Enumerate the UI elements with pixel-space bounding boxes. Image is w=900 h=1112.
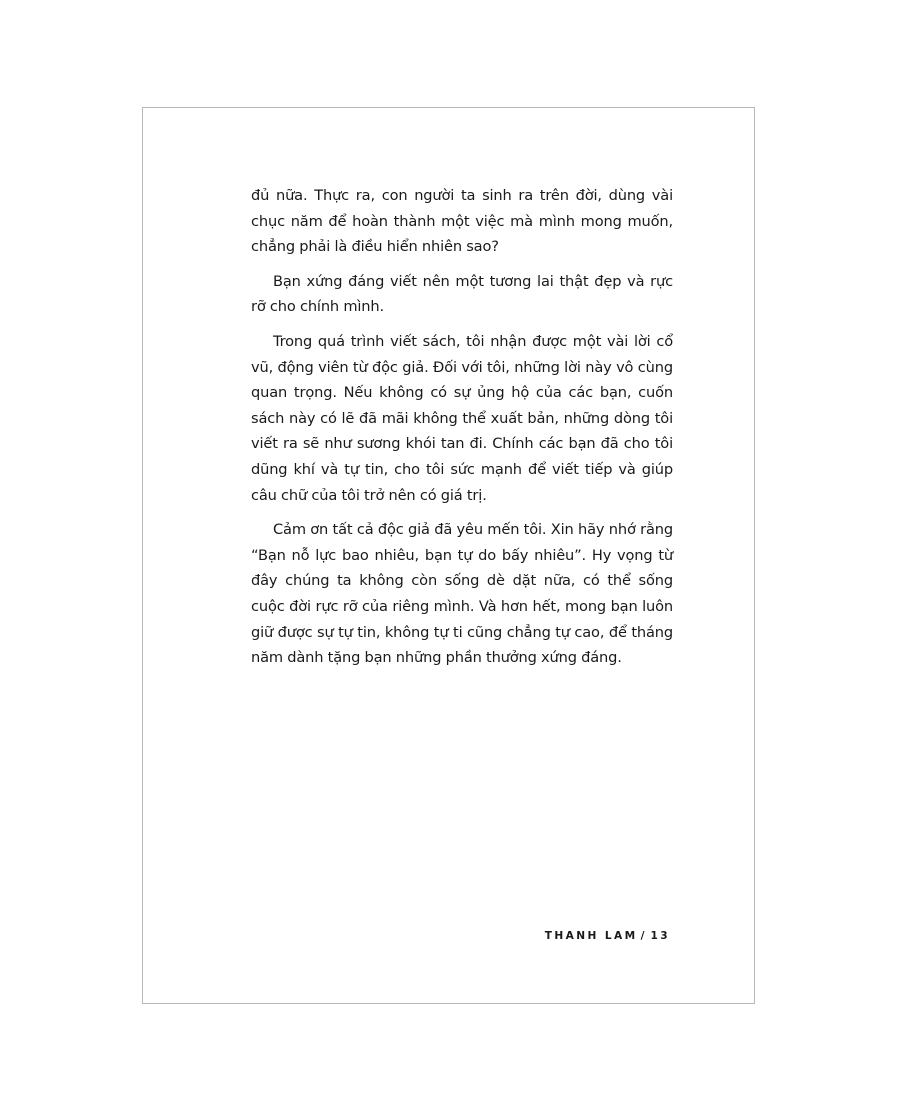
running-author: THANH LAM bbox=[544, 930, 638, 942]
page-body bbox=[251, 183, 673, 680]
paragraph: Bạn xứng đáng viết nên một tương lai thật đẹp và rực rỡ cho chính mình. bbox=[251, 272, 673, 316]
page-number: 13 bbox=[650, 930, 670, 942]
paragraph: Cảm ơn tất cả độc giả đã yêu mến tôi. Xin hãy nhớ rằng “Bạn nỗ lực bao nhiêu, bạn tự do bấy nhiêu”. Hy vọng từ đây chúng ta không còn sống dè dặt nữa, có thể sống cuộc đời rực rỡ của riêng mình. Và hơn hết, mong bạn luôn giữ được sự tự tin, không tự ti cũng chẳng tự cao, để tháng năm dành tặng bạn những phần thưởng xứng đáng. bbox=[251, 521, 673, 667]
footer-separator: / bbox=[640, 930, 645, 942]
paragraph-continuation: đủ nữa. Thực ra, con người ta sinh ra trên đời, dùng vài chục năm để hoàn thành một việc mà mình mong muốn, chẳng phải là điều hiển nhiên sao? bbox=[251, 187, 673, 256]
paragraph: Trong quá trình viết sách, tôi nhận được một vài lời cổ vũ, động viên từ độc giả. Đối với tôi, những lời này vô cùng quan trọng. Nếu không có sự ủng hộ của các bạn, cuốn sách này có lẽ đã mãi không thể xuất bản, những dòng tôi viết ra sẽ như sương khói tan đi. Chính các bạn đã cho tôi dũng khí và tự tin, cho tôi sức mạnh để viết tiếp và giúp câu chữ của tôi trở nên có giá trị. bbox=[251, 332, 673, 504]
page-footer bbox=[545, 930, 670, 942]
book-page bbox=[142, 107, 755, 1004]
